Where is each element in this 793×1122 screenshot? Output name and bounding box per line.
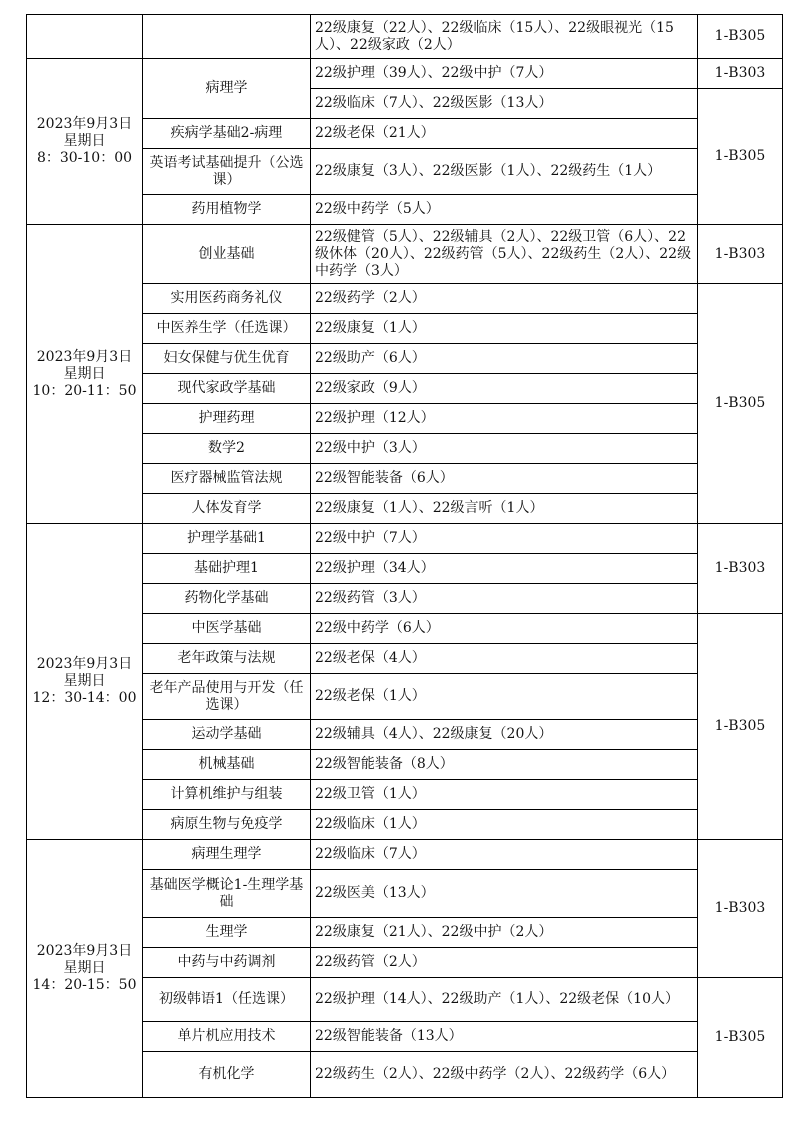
course-cell: 数学2	[143, 434, 311, 464]
exam-weekday: 星期日	[63, 960, 106, 976]
classes-cell: 22级康复（22人）、22级临床（15人）、22级眼视光（15人）、22级家政（2人）	[311, 15, 698, 59]
room-cell: 1-B305	[698, 614, 783, 840]
course-cell: 病原生物与免疫学	[143, 810, 311, 840]
classes-cell: 22级健管（5人）、22级辅具（2人）、22级卫管（6人）、22级休体（20人）、22级药管（5人）、22级药生（2人）、22级中药学（3人）	[311, 225, 698, 284]
classes-cell: 22级康复（21人）、22级中护（2人）	[311, 918, 698, 948]
room-cell: 1-B303	[698, 59, 783, 89]
course-cell: 疾病学基础2-病理	[143, 119, 311, 149]
room-cell: 1-B303	[698, 524, 783, 614]
exam-date: 2023年9月3日	[36, 348, 133, 365]
classes-cell: 22级康复（3人）、22级医影（1人）、22级药生（1人）	[311, 149, 698, 195]
course-cell: 基础医学概论1-生理学基础	[143, 870, 311, 918]
classes-cell: 22级护理（12人）	[311, 404, 698, 434]
room-cell: 1-B305	[698, 284, 783, 524]
classes-cell: 22级辅具（4人）、22级康复（20人）	[311, 720, 698, 750]
exam-date: 2023年9月3日	[36, 116, 133, 132]
time-cell	[27, 840, 143, 1098]
classes-cell: 22级护理（34人）	[311, 554, 698, 584]
classes-cell: 22级中药学（6人）	[311, 614, 698, 644]
course-cell: 创业基础	[143, 225, 311, 284]
classes-cell: 22级助产（6人）	[311, 344, 698, 374]
classes-cell: 22级家政（9人）	[311, 374, 698, 404]
exam-time-range: 8：30-10：00	[36, 150, 133, 166]
course-cell: 中药与中药调剂	[143, 948, 311, 978]
course-cell	[143, 15, 311, 59]
course-cell: 计算机维护与组装	[143, 780, 311, 810]
table-row	[27, 524, 783, 554]
room-cell: 1-B305	[698, 89, 783, 225]
classes-cell: 22级康复（1人）、22级言听（1人）	[311, 494, 698, 524]
course-cell: 药物化学基础	[143, 584, 311, 614]
classes-cell: 22级中护（3人）	[311, 434, 698, 464]
exam-weekday: 星期日	[63, 365, 106, 382]
course-cell: 有机化学	[143, 1052, 311, 1098]
classes-cell: 22级中护（7人）	[311, 524, 698, 554]
table-row	[27, 225, 783, 284]
course-cell: 病理学	[143, 59, 311, 119]
classes-cell: 22级老保（4人）	[311, 644, 698, 674]
course-cell: 中医学基础	[143, 614, 311, 644]
course-cell: 机械基础	[143, 750, 311, 780]
course-cell: 病理生理学	[143, 840, 311, 870]
course-cell: 护理学基础1	[143, 524, 311, 554]
course-cell: 医疗器械监管法规	[143, 464, 311, 494]
course-cell: 老年政策与法规	[143, 644, 311, 674]
course-cell: 护理药理	[143, 404, 311, 434]
classes-cell: 22级护理（39人）、22级中护（7人）	[311, 59, 698, 89]
room-cell: 1-B303	[698, 840, 783, 978]
course-cell: 基础护理1	[143, 554, 311, 584]
course-cell: 运动学基础	[143, 720, 311, 750]
exam-schedule-table	[26, 14, 783, 1098]
classes-cell: 22级卫管（1人）	[311, 780, 698, 810]
classes-cell: 22级中药学（5人）	[311, 195, 698, 225]
course-cell: 妇女保健与优生优育	[143, 344, 311, 374]
exam-weekday: 星期日	[63, 673, 106, 689]
time-cell	[27, 524, 143, 840]
time-cell	[27, 225, 143, 524]
classes-cell: 22级临床（7人）、22级医影（13人）	[311, 89, 698, 119]
classes-cell: 22级医美（13人）	[311, 870, 698, 918]
classes-cell: 22级药学（2人）	[311, 284, 698, 314]
classes-cell: 22级临床（7人）	[311, 840, 698, 870]
exam-time-range: 14：20-15：50	[32, 977, 137, 993]
course-cell: 实用医药商务礼仪	[143, 284, 311, 314]
course-cell: 现代家政学基础	[143, 374, 311, 404]
exam-date: 2023年9月3日	[36, 943, 133, 959]
classes-cell: 22级药管（2人）	[311, 948, 698, 978]
course-cell: 初级韩语1（任选课）	[143, 978, 311, 1022]
course-cell: 中医养生学（任选课）	[143, 314, 311, 344]
time-cell	[27, 59, 143, 225]
room-cell: 1-B305	[698, 978, 783, 1098]
course-cell: 生理学	[143, 918, 311, 948]
classes-cell: 22级康复（1人）	[311, 314, 698, 344]
classes-cell: 22级老保（21人）	[311, 119, 698, 149]
exam-time-range: 12：30-14：00	[32, 690, 137, 706]
table-row	[27, 59, 783, 89]
classes-cell: 22级临床（1人）	[311, 810, 698, 840]
classes-cell: 22级智能装备（8人）	[311, 750, 698, 780]
classes-cell: 22级药生（2人）、22级中药学（2人）、22级药学（6人）	[311, 1052, 698, 1098]
classes-cell: 22级老保（1人）	[311, 674, 698, 720]
course-cell: 单片机应用技术	[143, 1022, 311, 1052]
time-cell	[27, 15, 143, 59]
course-cell: 药用植物学	[143, 195, 311, 225]
classes-cell: 22级智能装备（6人）	[311, 464, 698, 494]
classes-cell: 22级智能装备（13人）	[311, 1022, 698, 1052]
exam-time-range: 10：20-11：50	[32, 382, 137, 399]
classes-cell: 22级护理（14人）、22级助产（1人）、22级老保（10人）	[311, 978, 698, 1022]
exam-date: 2023年9月3日	[36, 656, 133, 672]
room-cell: 1-B305	[698, 15, 783, 59]
room-cell: 1-B303	[698, 225, 783, 284]
classes-cell: 22级药管（3人）	[311, 584, 698, 614]
exam-weekday: 星期日	[63, 133, 106, 149]
course-cell: 老年产品使用与开发（任选课）	[143, 674, 311, 720]
table-row	[27, 15, 783, 59]
course-cell: 英语考试基础提升（公选课）	[143, 149, 311, 195]
course-cell: 人体发育学	[143, 494, 311, 524]
table-row	[27, 840, 783, 870]
